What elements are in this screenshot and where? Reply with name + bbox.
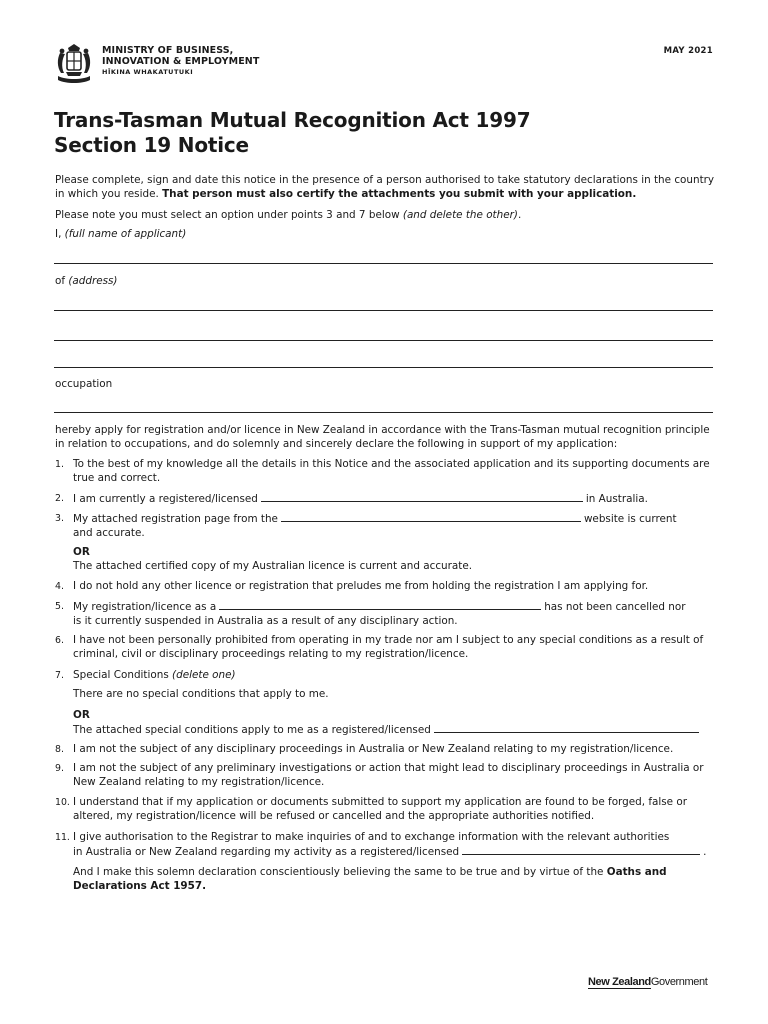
item-text: I do not hold any other licence or registration that preludes me from holding the registration I am applying for. bbox=[73, 580, 649, 592]
gov-logo-text: Government bbox=[650, 976, 708, 988]
item-text: I am currently a registered/licensed bbox=[73, 493, 258, 505]
intro-text: Please complete, sign and date this notice in the presence of a person authorised to take statutory declarations in the country in which you reside. bbox=[55, 174, 715, 200]
ministry-line-1: MINISTRY OF BUSINESS, bbox=[102, 45, 234, 56]
ministry-maori-name: HĪKINA WHAKATUTUKI bbox=[102, 68, 194, 76]
item-text-mid: website is current bbox=[583, 513, 677, 525]
item-number: 7. bbox=[55, 670, 64, 681]
document-date: MAY 2021 bbox=[663, 46, 713, 56]
item-number: 8. bbox=[55, 744, 64, 755]
title-line-2: Section 19 Notice bbox=[54, 133, 249, 157]
or-label: OR bbox=[73, 546, 90, 558]
intro-note-end: . bbox=[517, 209, 522, 221]
item-text: My registration/licence as a bbox=[73, 601, 217, 613]
item-text-end: and accurate. bbox=[73, 526, 145, 539]
item-text: I give authorisation to the Registrar to make inquiries of and to exchange information with the relevant authorities bbox=[73, 831, 670, 843]
item-number: 3. bbox=[55, 513, 64, 524]
item-text: My attached registration page from the bbox=[73, 513, 278, 525]
closing-text: And I make this solemn declaration conscientiously believing the same to be true and by virtue of the bbox=[73, 866, 607, 878]
occupation-field-line[interactable] bbox=[54, 412, 713, 413]
item-text: The attached special conditions apply to me as a registered/licensed bbox=[73, 724, 431, 736]
item-text: Special Conditions bbox=[73, 669, 173, 681]
item-number: 5. bbox=[55, 601, 64, 612]
item-text-end: is it currently suspended in Australia as a result of any disciplinary action. bbox=[73, 614, 458, 627]
declaration-intro: hereby apply for registration and/or licence in New Zealand in accordance with the Trans-Tasman mutual recognition principle in relation to occupations, and do solemnly and sincerely declare the following in support of my application: bbox=[55, 424, 710, 450]
item-text: I am not the subject of any disciplinary proceedings in Australia or New Zealand relating to my registration/licence. bbox=[73, 743, 674, 755]
item-number: 6. bbox=[55, 635, 64, 646]
item-number: 11. bbox=[55, 832, 70, 843]
item-number: 2. bbox=[55, 493, 64, 504]
address-field-line-2[interactable] bbox=[54, 340, 713, 341]
intro-paragraph-1 bbox=[55, 174, 715, 201]
address-hint: (address) bbox=[68, 275, 118, 287]
intro-emphasis: That person must also certify the attachments you submit with your application. bbox=[162, 187, 637, 200]
item-number: 4. bbox=[55, 581, 64, 592]
occupation-label: occupation bbox=[55, 378, 113, 390]
address-field-line-1[interactable] bbox=[54, 310, 713, 311]
item-text: I am not the subject of any preliminary investigations or action that might lead to disciplinary proceedings in Australia or New Zealand relating to my registration/licence. bbox=[73, 762, 704, 788]
intro-note-italic: (and delete the other) bbox=[402, 209, 518, 221]
item-number: 1. bbox=[55, 459, 64, 470]
item-text: There are no special conditions that apply to me. bbox=[73, 688, 329, 700]
title-line-1: Trans-Tasman Mutual Recognition Act 1997 bbox=[54, 108, 531, 132]
address-prefix: of bbox=[55, 275, 69, 287]
occupation-blank[interactable] bbox=[261, 492, 583, 502]
name-label bbox=[55, 228, 186, 240]
item-text: The attached certified copy of my Australian licence is current and accurate. bbox=[73, 560, 473, 572]
or-label: OR bbox=[73, 709, 90, 721]
website-blank[interactable] bbox=[281, 512, 581, 522]
name-field-line[interactable] bbox=[54, 263, 713, 264]
item-text-end: in Australia. bbox=[585, 493, 648, 505]
intro-paragraph-2 bbox=[55, 209, 715, 223]
item-text-end: . bbox=[703, 845, 707, 858]
intro-note: Please note you must select an option under points 3 and 7 below bbox=[55, 209, 403, 221]
item-text: I have not been personally prohibited from operating in my trade nor am I subject to any special conditions as a result of criminal, civil or disciplinary proceedings relating to my registration/licence. bbox=[73, 634, 704, 660]
nz-logo-text: New Zealand bbox=[588, 976, 651, 988]
nz-government-logo bbox=[588, 976, 707, 988]
item-hint: (delete one) bbox=[172, 669, 236, 681]
activity-blank[interactable] bbox=[462, 845, 700, 855]
item-number: 9. bbox=[55, 763, 64, 774]
special-conditions-blank[interactable] bbox=[434, 723, 699, 733]
page-title bbox=[54, 108, 530, 158]
item-text-2: in Australia or New Zealand regarding my activity as a registered/licensed bbox=[73, 845, 460, 858]
item-text: To the best of my knowledge all the details in this Notice and the associated application and its supporting documents are true and correct. bbox=[73, 458, 710, 484]
name-hint: (full name of applicant) bbox=[64, 228, 187, 240]
closing-act-name: Oaths and Declarations Act 1957. bbox=[73, 866, 667, 892]
item-text-mid: has not been cancelled nor bbox=[544, 601, 686, 613]
ministry-line-2: INNOVATION & EMPLOYMENT bbox=[102, 56, 260, 67]
registration-blank[interactable] bbox=[219, 600, 541, 610]
item-number: 10. bbox=[55, 797, 70, 808]
ministry-name bbox=[102, 45, 259, 77]
address-label bbox=[55, 275, 118, 287]
item-text: I understand that if my application or documents submitted to support my application are found to be forged, false or altered, my registration/licence will be refused or cancelled and the appropriate authorities notified. bbox=[73, 796, 687, 822]
name-prefix: I, bbox=[55, 228, 65, 240]
coat-of-arms-icon bbox=[54, 43, 94, 85]
address-field-line-3[interactable] bbox=[54, 367, 713, 368]
